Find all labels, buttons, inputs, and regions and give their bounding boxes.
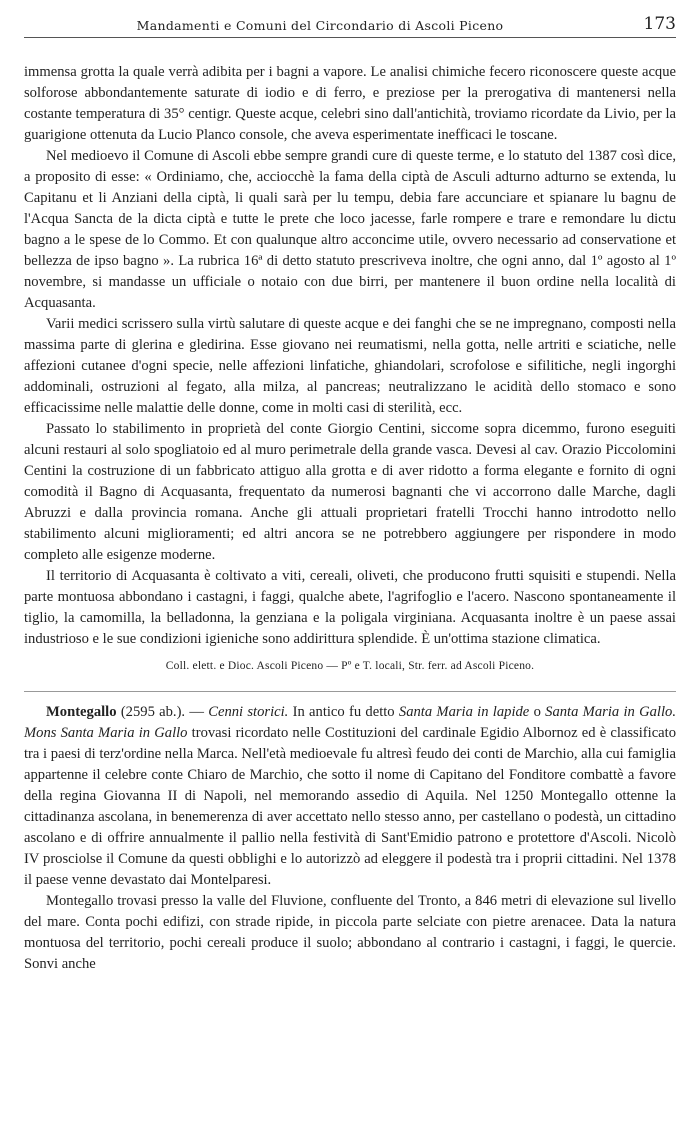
entry-title-rest: (2595 ab.). — bbox=[116, 704, 209, 720]
acquasanta-paragraph-4: Passato lo stabilimento in proprietà del conte Giorgio Centini, siccome sopra dicemmo, furono eseguiti alcuni restauri al solo spogliatoio ed al muro perimetrale della grande vasca. Devesi al cav. Orazio Piccolomini Centini la costruzione di un fabbricato attiguo alla grotta e di aver ridotto a forma elegante e fornito di ogni comodità il Bagno di Acquasanta, frequentato da numerosi bagnanti che vi accorrono dalle Marche, dagli Abruzzi e dalla provincia romana. Anche gli attuali proprietari fratelli Trocchi hanno introdotto nello stabilimento alcuni miglioramenti; ed altri ancora se ne potrebbero aggiungere per rispondere in modo completo alle esigenze moderne. bbox=[24, 421, 676, 563]
acquasanta-paragraph-5: Il territorio di Acquasanta è coltivato a viti, cereali, oliveti, che producono frutti squisiti e stupendi. Nella parte montuosa abbondano i castagni, i faggi, qualche abete, l'agrifoglio e l'acero. Nascono spontaneamente il tiglio, la camomilla, la belladonna, la genziana e la poligala virginiana. Acquasanta inoltre è un paese assai industrioso e le sue condizioni igieniche sono addirittura splendide. È un'ottima stazione climatica. bbox=[24, 568, 676, 647]
montegallo-paragraph-2: Montegallo trovasi presso la valle del Fluvione, confluente del Tronto, a 846 metri di elevazione sul livello del mare. Conta pochi edifizi, con strade ripide, in piccola parte selciate con pietre arenacee. Data la natura montuosa del territorio, pochi cereali produce il suolo; abbondano al contrario i castagni, i faggi, le quercie. Sonvi anche bbox=[24, 893, 676, 972]
entry-title: Montegallo bbox=[46, 704, 117, 720]
name-italic-1: Santa Maria in lapide bbox=[398, 704, 530, 720]
cenni-storici: Cenni storici. bbox=[208, 704, 289, 720]
running-title: Mandamenti e Comuni del Circondario di Ascoli Piceno bbox=[136, 18, 504, 33]
collegio-line: Coll. elett. e Dioc. Ascoli Piceno — Pº e T. locali, Str. ferr. ad Ascoli Piceno. bbox=[165, 660, 535, 672]
page-number: 173 bbox=[643, 14, 676, 34]
montegallo-text-a: In antico fu detto bbox=[288, 704, 399, 720]
acquasanta-paragraph-3: Varii medici scrissero sulla virtù salutare di queste acque e dei fanghi che se ne impregnano, composti nella massima parte di glerina e gledirina. Esse giovano nei reumatismi, nella gotta, nelle artriti e sciatiche, nelle affezioni cutanee d'ogni specie, nelle affezioni linfatiche, ghiandolari, scrofolose e sifilitiche, negli ingorghi addominali, ostruzioni al fegato, alla milza, al pancreas; neutralizzano le acidità dello stomaco e sono efficacissime nelle malattie delle donne, come in molti casi di sterilità, ecc. bbox=[24, 316, 676, 416]
acquasanta-paragraph-2: Nel medioevo il Comune di Ascoli ebbe sempre grandi cure di queste terme, e lo statuto del 1387 così dice, a proposito di esse: « Ordiniamo, che, acciocchè la fama della ciptà de Asculi adturno adturno se extenda, lu Capitanu et li Anziani della ciptà, li quali sarà per lu tempu, debia fare accunciare et spianare lu bagnu de l'Acqua Sancta de la dicta ciptà e tutte le prete che loco jacesse, farle rompere e trare e remondare lu dictu bagno a le spese de lo Commo. Et con qualunque altro acconcime utile, ovvero necessario ad conservatione et bellezza de ipso bagno ». La rubrica 16ª di detto statuto prescriveva inoltre, che ogni anno, dal 1º agosto al 1º novembre, si mandasse un ufficiale o notaio con due birri, per mantenere il buon ordine nella località di Acquasanta. bbox=[24, 148, 676, 311]
montegallo-text-c: trovasi ricordato nelle Costituzioni del cardinale Egidio Albornoz ed è classificato tra i paesi di terz'ordine nella Marca. Nell'età medioevale fu altresì feudo dei conti de Marchio, alla cui famiglia appartenne il celebre conte Chiaro de Marchio, che sotto il nome di Capitano del Fonditore combattè a favore della regina Giovanna II di Napoli, nel memorando assedio di Aquila. Nel 1250 Montegallo ottenne la cittadinanza ascolana, in benemerenza di aver accettato nello stesso anno, per castellano o podestà, un cittadino ascolano e di offrire annualmente il pallio nella festività di Sant'Emidio patrono e protettore d'Ascoli. Nicolò IV prosciolse il Comune da questi obblighi e lo autorizzò ad eleggere il podestà tra i proprii cittadini. Nel 1378 il paese venne devastato dai Montelparesi. bbox=[24, 725, 677, 888]
running-header bbox=[24, 14, 676, 38]
montegallo-text-b: o bbox=[529, 704, 546, 720]
montegallo-paragraph-1 bbox=[24, 702, 676, 891]
acquasanta-paragraph-1: immensa grotta la quale verrà adibita per i bagni a vapore. Le analisi chimiche fecero riconoscere queste acque solforose abbondantemente saturate di iodio e di ferro, e preziose per la prerogativa di mantenersi nella costante temperatura di 35° centigr. Queste acque, celebri sino dall'antichità, troviamo ricordate da Livio, per la guarigione ottenuta da Lucio Planco console, che aveva esperimentate inefficaci le toscane. bbox=[24, 64, 676, 143]
header-rule bbox=[24, 37, 676, 38]
name-italic-2: Santa Maria in Gallo. Mons Santa Maria in Gallo bbox=[24, 704, 676, 741]
section-divider bbox=[24, 691, 676, 692]
page-body bbox=[24, 62, 676, 975]
